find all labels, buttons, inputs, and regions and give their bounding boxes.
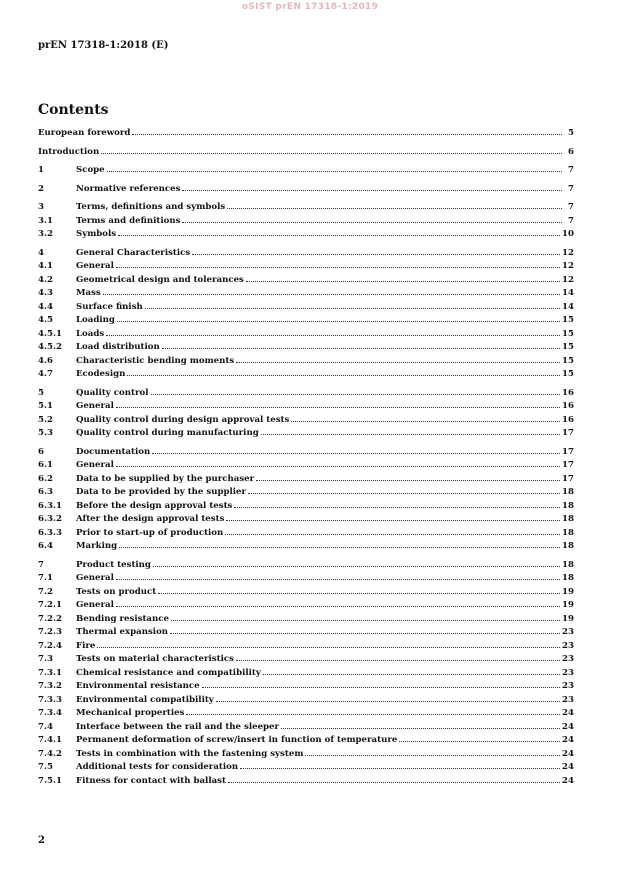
toc-dot-leader (186, 705, 560, 715)
toc-dot-leader (132, 125, 562, 135)
toc-entry[interactable] (38, 538, 574, 552)
toc-entry[interactable] (38, 272, 574, 286)
toc-entry-page: 10 (562, 229, 574, 239)
toc-entry[interactable] (38, 385, 574, 399)
toc-entry-number: 4.5.1 (38, 328, 62, 339)
toc-entry-page: 24 (562, 721, 574, 732)
toc-entry-page: 19 (562, 600, 574, 610)
toc-entry-page: 24 (562, 775, 574, 786)
toc-entry-page: 18 (562, 541, 574, 551)
toc-entry-page: 23 (562, 681, 574, 691)
toc-entry[interactable] (38, 125, 574, 139)
toc-entry-number: 7.2.3 (38, 627, 62, 637)
toc-dot-leader (261, 425, 560, 435)
toc-entry-title[interactable]: Additional tests for consideration (76, 762, 239, 772)
toc-dot-leader (106, 326, 560, 336)
toc-entry-number: 7.2.1 (38, 600, 62, 610)
toc-entry[interactable] (38, 638, 574, 652)
toc-entry[interactable] (38, 366, 574, 380)
toc-entry-page: 17 (562, 446, 574, 457)
toc-dot-leader (234, 498, 560, 508)
toc-entry-page: 19 (562, 613, 574, 624)
toc-dot-leader (116, 398, 560, 408)
toc-entry-title[interactable]: Quality control during manufacturing (76, 428, 259, 438)
watermark: oSIST prEN 17318-1:2019 (241, 2, 379, 12)
toc-entry-title[interactable]: Interface between the rail and the sleeper (76, 721, 280, 732)
toc-dot-leader (182, 213, 562, 223)
toc-entry[interactable] (38, 584, 574, 598)
toc-entry[interactable] (38, 511, 574, 525)
toc-entry[interactable] (38, 258, 574, 272)
toc-entry-number: 7.5 (38, 762, 53, 772)
toc-entry-title[interactable]: Load distribution (76, 342, 160, 352)
toc-dot-leader (162, 339, 560, 349)
toc-entry-title[interactable]: Quality control (76, 387, 149, 398)
toc-entry[interactable] (38, 471, 574, 485)
toc-entry-page: 16 (562, 387, 574, 398)
toc-dot-leader (225, 525, 560, 535)
toc-entry-page: 24 (562, 708, 574, 718)
toc-entry-title[interactable]: Mechanical properties (76, 708, 185, 718)
toc-entry-title[interactable]: Tests on product (76, 586, 157, 597)
toc-entry-page: 17 (562, 428, 574, 438)
toc-entry-page: 7 (568, 215, 574, 226)
toc-dot-leader (153, 557, 560, 567)
toc-dot-leader (216, 692, 560, 702)
toc-dot-leader (127, 366, 560, 376)
toc-dot-leader (117, 312, 560, 322)
toc-entry-page: 19 (562, 586, 574, 597)
toc-entry[interactable] (38, 597, 574, 611)
toc-entry-number: 6.4 (38, 541, 53, 551)
toc-dot-leader (291, 412, 560, 422)
toc-entry-number: 4.4 (38, 301, 53, 312)
toc-entry-title[interactable]: Geometrical design and tolerances (76, 274, 244, 285)
toc-dot-leader (103, 285, 560, 295)
toc-entry-title[interactable]: General (76, 401, 114, 411)
toc-entry-title[interactable]: Fire (76, 640, 96, 651)
toc-entry-page: 12 (562, 247, 574, 258)
toc-entry-title[interactable]: Product testing (76, 559, 151, 570)
toc-entry[interactable] (38, 732, 574, 746)
toc-entry-page: 17 (562, 460, 574, 470)
toc-entry-title[interactable]: Environmental resistance (76, 681, 200, 691)
toc-entry-number: 7.2.4 (38, 640, 62, 651)
toc-dot-leader (116, 457, 560, 467)
toc-entry-number: 3.1 (38, 215, 53, 226)
toc-entry-title[interactable]: Ecodesign (76, 369, 126, 379)
toc-entry-number: 1 (38, 165, 44, 175)
toc-entry[interactable] (38, 312, 574, 326)
toc-entry[interactable] (38, 678, 574, 692)
toc-entry[interactable] (38, 457, 574, 471)
toc-entry-number: 7.3.1 (38, 667, 62, 678)
toc-entry-page: 14 (562, 288, 574, 298)
toc-dot-leader (170, 624, 560, 634)
toc-entry-number: 4.1 (38, 261, 53, 271)
toc-entry-title[interactable]: Loading (76, 315, 115, 325)
toc-entry-title[interactable]: Quality control during design approval tests (76, 414, 290, 425)
toc-entry-page: 7 (568, 202, 574, 212)
toc-entry[interactable] (38, 498, 574, 512)
toc-entry-number: 7.3.3 (38, 694, 62, 705)
toc-dot-leader (119, 538, 560, 548)
toc-entry-title[interactable]: Fitness for contact with ballast (76, 775, 226, 786)
toc-entry[interactable] (38, 444, 574, 458)
toc-dot-leader (192, 245, 560, 255)
toc-entry[interactable] (38, 353, 574, 367)
toc-entry[interactable] (38, 162, 574, 176)
toc-dot-leader (228, 773, 560, 783)
toc-entry-page: 14 (562, 301, 574, 312)
toc-entry-number: 4.5 (38, 315, 53, 325)
toc-entry-number: 6.2 (38, 473, 53, 484)
toc-entry-title[interactable]: Mass (76, 288, 101, 298)
toc-entry-title[interactable]: Data to be supplied by the purchaser (76, 473, 255, 484)
toc-entry[interactable] (38, 484, 574, 498)
toc-dot-leader (236, 651, 560, 661)
toc-entry-number: 7.2 (38, 586, 53, 597)
toc-entry-page: 15 (562, 315, 574, 325)
toc-entry[interactable] (38, 746, 574, 760)
toc-dot-leader (151, 385, 561, 395)
toc-entry[interactable] (38, 570, 574, 584)
toc-entry-page: 24 (562, 748, 574, 759)
toc-entry-number: 7.5.1 (38, 775, 62, 786)
toc-entry-title[interactable]: Surface finish (76, 301, 143, 312)
toc-entry[interactable] (38, 181, 574, 195)
toc-dot-leader (248, 484, 560, 494)
toc-entry-page: 12 (562, 261, 574, 271)
toc-entry-title[interactable]: Data to be provided by the supplier (76, 487, 247, 497)
toc-entry-page: 7 (568, 183, 574, 194)
toc-dot-leader (227, 199, 562, 209)
contents-title: Contents (38, 102, 109, 118)
toc-entry-title[interactable]: Marking (76, 541, 118, 551)
toc-dot-leader (107, 162, 562, 172)
toc-entry-title[interactable]: Normative references (76, 183, 181, 194)
toc-entry-page: 15 (562, 342, 574, 352)
toc-dot-leader (256, 471, 560, 481)
toc-entry-number: 7.4.1 (38, 735, 62, 745)
toc-entry-title[interactable]: Tests in combination with the fastening system (76, 748, 304, 759)
toc-entry-page: 18 (562, 527, 574, 538)
toc-dot-leader (399, 732, 560, 742)
toc-dot-leader (226, 511, 560, 521)
toc-dot-leader (116, 570, 560, 580)
page-number: 2 (38, 835, 45, 846)
toc-dot-leader (101, 144, 562, 154)
toc-entry-number: 3 (38, 202, 44, 212)
toc-entry-number: 6.3.2 (38, 514, 62, 524)
toc-entry[interactable] (38, 299, 574, 313)
toc-entry-page: 24 (562, 735, 574, 745)
toc-entry-number: 7.3 (38, 654, 53, 664)
toc-entry-page: 16 (562, 401, 574, 411)
toc-entry-page: 23 (562, 667, 574, 678)
toc-entry-page: 16 (562, 414, 574, 425)
toc-dot-leader (246, 272, 560, 282)
table-of-contents (38, 125, 574, 786)
toc-entry[interactable] (38, 326, 574, 340)
toc-entry[interactable] (38, 651, 574, 665)
toc-entry-number: 4.7 (38, 369, 53, 379)
toc-dot-leader (152, 444, 560, 454)
toc-dot-leader (182, 181, 562, 191)
toc-entry[interactable] (38, 398, 574, 412)
toc-dot-leader (145, 299, 560, 309)
toc-entry[interactable] (38, 226, 574, 240)
toc-entry-title[interactable]: Loads (76, 328, 105, 339)
toc-entry-page: 15 (562, 355, 574, 366)
toc-entry-title[interactable]: Prior to start-up of production (76, 527, 224, 538)
toc-entry-title[interactable]: General (76, 573, 114, 583)
toc-entry-number: 7.1 (38, 573, 53, 583)
toc-entry-number: 6 (38, 446, 44, 457)
toc-entry-title[interactable]: General (76, 600, 114, 610)
toc-entry-number: 5 (38, 387, 44, 398)
toc-entry-number: 6.1 (38, 460, 53, 470)
toc-entry-number: 6.3.1 (38, 500, 62, 511)
toc-entry[interactable] (38, 245, 574, 259)
toc-entry-title[interactable]: Chemical resistance and compatibility (76, 667, 261, 678)
toc-entry-page: 7 (568, 165, 574, 175)
toc-entry-number: 4.6 (38, 355, 53, 366)
toc-entry-page: 18 (562, 514, 574, 524)
toc-entry[interactable] (38, 624, 574, 638)
toc-entry-number: 2 (38, 183, 44, 194)
toc-entry-page: 17 (562, 473, 574, 484)
toc-entry-number: 4.5.2 (38, 342, 62, 352)
toc-entry[interactable] (38, 199, 574, 213)
toc-entry-page: 24 (562, 762, 574, 772)
toc-entry[interactable] (38, 425, 574, 439)
toc-entry[interactable] (38, 719, 574, 733)
toc-entry[interactable] (38, 144, 574, 158)
toc-entry[interactable] (38, 665, 574, 679)
toc-entry[interactable] (38, 773, 574, 787)
toc-entry-title[interactable]: General (76, 261, 114, 271)
toc-entry-title[interactable]: Thermal expansion (76, 627, 169, 637)
toc-entry-page: 18 (562, 500, 574, 511)
toc-entry-page: 18 (562, 559, 574, 570)
toc-entry-page: 18 (562, 573, 574, 583)
toc-entry-page: 18 (562, 487, 574, 497)
toc-dot-leader (116, 258, 560, 268)
toc-dot-leader (236, 353, 560, 363)
toc-entry-page: 6 (568, 146, 574, 157)
toc-dot-leader (240, 759, 560, 769)
toc-entry-title[interactable]: General (76, 460, 114, 470)
toc-entry-title[interactable]: General Characteristics (76, 247, 191, 258)
toc-dot-leader (97, 638, 560, 648)
toc-entry[interactable] (38, 285, 574, 299)
toc-entry-title[interactable]: Environmental compatibility (76, 694, 214, 705)
toc-dot-leader (171, 611, 560, 621)
toc-entry[interactable] (38, 213, 574, 227)
document-header: prEN 17318-1:2018 (E) (38, 40, 169, 51)
toc-entry-number: 5.3 (38, 428, 53, 438)
toc-entry-page: 23 (562, 640, 574, 651)
toc-entry[interactable] (38, 412, 574, 426)
toc-dot-leader (118, 226, 560, 236)
toc-entry-title[interactable]: Scope (76, 165, 105, 175)
toc-entry-page: 5 (568, 128, 574, 138)
toc-entry[interactable] (38, 759, 574, 773)
toc-entry-number: 6.3 (38, 487, 53, 497)
toc-entry-number: 4 (38, 247, 44, 258)
toc-dot-leader (202, 678, 560, 688)
toc-entry-title[interactable]: Introduction (38, 146, 100, 157)
toc-entry-title[interactable]: Bending resistance (76, 613, 169, 624)
toc-entry-title[interactable]: Before the design approval tests (76, 500, 233, 511)
toc-entry-number: 3.2 (38, 229, 53, 239)
toc-entry-page: 23 (562, 694, 574, 705)
toc-entry-title[interactable]: Tests on material characteristics (76, 654, 234, 664)
toc-entry-title[interactable]: Terms, definitions and symbols (76, 202, 226, 212)
toc-entry-number: 4.2 (38, 274, 53, 285)
toc-entry-number: 7.4 (38, 721, 53, 732)
toc-entry-page: 12 (562, 274, 574, 285)
toc-entry[interactable] (38, 339, 574, 353)
toc-entry-title[interactable]: Permanent deformation of screw/insert in function of temperature (76, 735, 398, 745)
toc-entry[interactable] (38, 611, 574, 625)
toc-entry-page: 23 (562, 627, 574, 637)
toc-entry[interactable] (38, 692, 574, 706)
toc-entry-title[interactable]: Characteristic bending moments (76, 355, 235, 366)
toc-dot-leader (263, 665, 560, 675)
toc-entry-number: 5.1 (38, 401, 53, 411)
toc-dot-leader (281, 719, 560, 729)
toc-entry-number: 4.3 (38, 288, 53, 298)
toc-entry-title[interactable]: After the design approval tests (76, 514, 225, 524)
toc-dot-leader (305, 746, 560, 756)
toc-entry-title[interactable]: Symbols (76, 229, 117, 239)
toc-entry-number: 6.3.3 (38, 527, 62, 538)
toc-entry-page: 15 (562, 369, 574, 379)
toc-dot-leader (116, 597, 560, 607)
toc-entry-number: 7.2.2 (38, 613, 62, 624)
toc-entry-number: 7.3.4 (38, 708, 62, 718)
toc-entry[interactable] (38, 705, 574, 719)
toc-entry[interactable] (38, 557, 574, 571)
toc-entry-number: 7.4.2 (38, 748, 62, 759)
toc-entry-page: 23 (562, 654, 574, 664)
toc-dot-leader (158, 584, 560, 594)
toc-entry-number: 7.3.2 (38, 681, 62, 691)
toc-entry-number: 7 (38, 559, 44, 570)
toc-entry-number: 5.2 (38, 414, 53, 425)
toc-entry-title[interactable]: Terms and definitions (76, 215, 181, 226)
toc-entry-title[interactable]: Documentation (76, 446, 151, 457)
toc-entry[interactable] (38, 525, 574, 539)
toc-entry-page: 15 (562, 328, 574, 339)
toc-entry-title[interactable]: European foreword (38, 128, 131, 138)
